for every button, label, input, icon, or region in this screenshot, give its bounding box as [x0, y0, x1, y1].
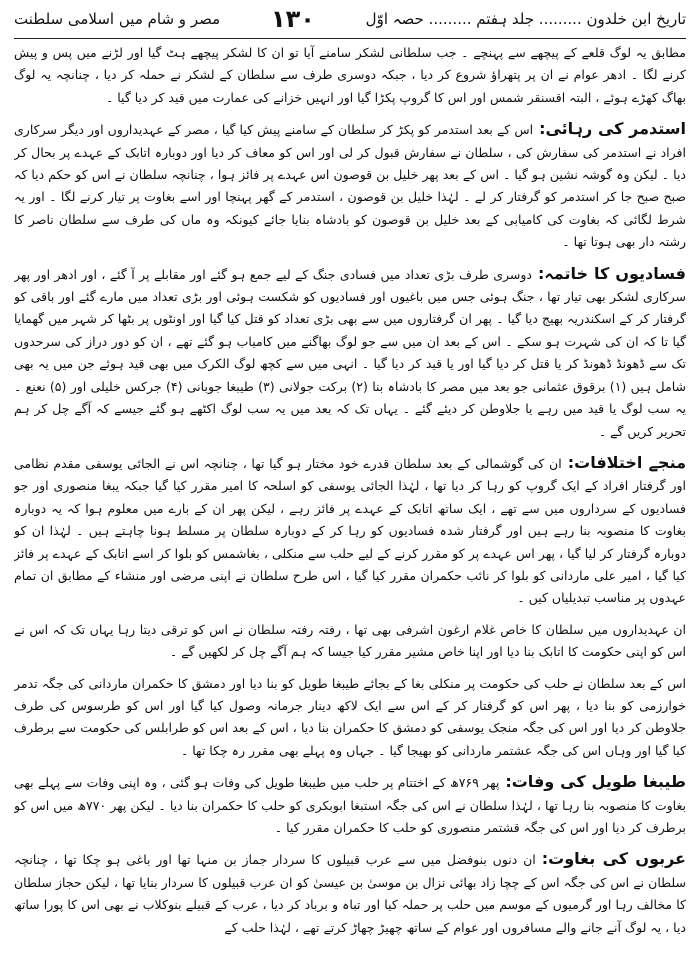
section-heading: فسادیوں کا خاتمہ:: [537, 263, 686, 283]
paragraph-text: پھر ۷۶۹ھ کے اختتام پر حلب میں طیبغا طویل کی وفات ہو گئی ، وہ اپنی وفات سے پہلے بھی بغاوت کا منصوبہ بنا رہا تھا ، لہٰذا سلطان نے اس کی جگہ استبغا ابوبکری کو حلب کا حکمران بنا دیا ۔ لیکن پھر ۷۷۰ھ میں اس کو برطرف کر دیا اور اس کی جگہ قشتمر منصوری کو حلب کا حکمران مقرر کیا ۔: [14, 775, 686, 835]
paragraph: [14, 619, 686, 664]
section-heading: طیبغا طویل کی وفات:: [505, 772, 686, 792]
header-rule: [14, 38, 686, 39]
paragraph-text: ان دنوں بنوفضل میں سے عرب قبیلوں کا سردار جماز بن منہا تھا اور باغی ہو چکا تھا ، چنانچہ سلطان نے اس کی جگہ اس کے چچا زاد بھائی نزال بن موسیٰ بن عیسیٰ کو ان عرب قبیلوں کا سردار بنایا تھا ، لیکن حجاز سلطان کا مخالف رہا اور گرمیوں کے موسم میں حلب پر حملہ کیا اور تباہ و برباد کر دیا ، عرب کے قبیلے بنوکلاب نے بھی اس کا پورا ساتھ دیا ، یہ لوگ آنے جانے والے مسافروں اور عوام کے ساتھ چھیڑ چھاڑ کرتے تھے ، لہٰذا حلب کے: [14, 852, 686, 935]
book-title: تاریخ ابن خلدون ......... جلد ہفتم ......... حصہ اوّل: [365, 10, 686, 28]
paragraph-text: اس کے بعد سلطان نے حلب کی حکومت پر منکلی بغا کے بجائے طیبغا طویل کو بنا دیا اور دمشق کا حکمران ماردانی کی جگہ تدمر خوارزمی کو بنا دیا ، پھر اس کو گرفتار کر کے اس سے ایک لاکھ دینار جرمانہ وصول کیا گیا اور اس کو طرسوس کی طرف جلاوطن کر دیا اور اس کی جگہ منجک یوسفی کو دمشق کا حکمران بنا دیا ، اس کے بعد اس کو طرابلس کی حکومت سے برطرف کیا گیا اور وہاں اس کی جگہ عشتمر ماردانی کو بھیجا گیا ۔ جہاں وہ پہلے بھی مقرر رہ چکا تھا ۔: [14, 675, 686, 758]
section-heading: منجے اختلافات:: [567, 452, 686, 472]
section-heading: استدمر کی رہائی:: [539, 119, 686, 139]
paragraph-text: مطابق یہ لوگ قلعے کے پیچھے سے پہنچے ۔ جب سلطانی لشکر سامنے آیا تو ان کا لشکر پیچھے ہٹ گیا اور لڑنے میں پس و پیش کرنے لگا ۔ ادھر عوام نے ان پر پتھراؤ شروع کر دیا ، جبکہ دوسری طرف سے سلطان کے لشکر نے حملہ کر دیا ، چنانچہ یہ لوگ بھاگ کھڑے ہوئے ، البتہ اقسنقر شمس اور اس کا گروپ پکڑا گیا اور انہیں خزانے کی عمارت میں قید کر دیا گیا ۔: [14, 45, 686, 105]
paragraph-text: اس کے بعد استدمر کو پکڑ کر سلطان کے سامنے پیش کیا گیا ، مصر کے عہدیداروں اور دیگر سرکاری افراد نے استدمر کی سفارش کی ، سلطان نے سفارش قبول کر لی اور اس کو معاف کر دیا اور دوبارہ اتابک کے عہدے پر بحال کر دیا ۔ لیکن وہ گوشہ نشین ہو گیا ۔ اس کے بعد پھر خلیل بن قوصون اس عہدے پر فائز ہوا ، چنانچہ سلطان نے اس کو حکم دیا کہ صبح صبح جا کر استدمر کو گرفتار کر لے ۔ لہٰذا خلیل بن قوصون ، استدمر کے گھر پہنچا اور اسے بغاوت پر تیار کرنے لگا ۔ اور یہ شرط لگائی کہ بغاوت کی کامیابی کے بعد خلیل بن قوصون کو بادشاہ بنایا جائے کیونکہ وہ ماں کی طرف سے سلطان ناصر کا رشتہ دار بھی ہوتا تھا ۔: [14, 122, 686, 250]
section-heading: عربوں کی بغاوت:: [541, 849, 686, 869]
paragraph: [14, 42, 686, 109]
paragraph: [14, 673, 686, 763]
paragraph: [14, 263, 686, 443]
paragraph-text: ان عہدیداروں میں سلطان کا خاص غلام ارغون اشرفی بھی تھا ، رفتہ رفتہ سلطان نے اس کو ترقی دیتا رہا یہاں تک کہ اس نے اس کو اپنی حکومت کا اتابک بنا دیا اور اپنا خاص مشیر مقرر کیا جیسا کہ ہم آگے چل کر لکھیں گے ۔: [14, 621, 686, 660]
paragraph: [14, 848, 686, 939]
paragraph: [14, 452, 686, 610]
running-header: [14, 0, 686, 38]
paragraph-text: ان کی گوشمالی کے بعد سلطان قدرے خود مختار ہو گیا تھا ، چنانچہ اس نے الجائی یوسفی مقدم نظامی اور گرفتار افراد کے ایک گروپ کو رہا کر دیا تھا ، لہٰذا الجائی یوسفی کو اسلحہ کا امیر مقرر کیا گیا جبکہ یبغا منصوری اور جو فسادیوں کے سرداروں میں سے تھے ، ایک ساتھ اتابک کے عہدے پر فائز رہے ، لیکن پھر ان کے بارے میں معلوم ہوا کہ یہ دوبارہ بغاوت کا منصوبہ بنا رہے ہیں اور گرفتار شدہ فسادیوں کو رہا کر کے دوبارہ سلطان پر مسلط ہونا چاہتے ہیں ۔ لہٰذا ان کو دوبارہ گرفتار کر لیا گیا ، پھر اس عہدے پر کو مقرر کرنے کے لیے حلب سے منکلی ، بغاشمس کو بلوا کر اسے اتابک کے عہدے پر فائز کیا گیا ، امیر علی ماردانی کو بلوا کر نائب حکمران مقرر کیا گیا ، اس طرح سلطان نے اپنی مرضی اور منشاء کے مطابق ان تمام عہدوں پر مناسب تبدیلیاں کیں ۔: [14, 455, 686, 606]
paragraph-text: دوسری طرف بڑی تعداد میں فسادی جنگ کے لیے جمع ہو گئے اور مقابلے پر آ گئے ، اور ادھر اور پھر سرکاری لشکر بھی تیار تھا ، جنگ ہوئی جس میں باغیوں اور فسادیوں کو شکست ہوئی اور بڑی تعداد میں مارے گئے اور باقی کو گرفتار کر کے اسکندریہ بھیج دیا گیا ۔ پھر ان گرفتاروں میں سے بھی بڑی تعداد کو قتل کیا گیا اور اونٹوں پر بٹھا کر شہر میں گھمایا گیا تا کہ ان کی شہرت ہو سکے ۔ اس کے بعد ان میں سے جو لوگ بھاگنے میں کامیاب ہو گئے تھے ، ان کو دور دراز کی سرحدوں تک سے ڈھونڈ ڈھونڈ کر یا قتل کر دیا گیا اور یا قید کر دیا گیا ۔ انہی میں سے کچھ لوگ الکرک میں بھی قید ہوئے جن میں یہ بھی شامل ہیں (۱) برقوق عثمانی جو بعد میں مصر کا بادشاہ بنا (۲) برکت جولانی (۳) طیبغا جوبانی (۴) جرکس خلیلی اور (۵) نعنع ۔ یہ سب لوگ یا قید میں رہے یا جلاوطن کر دیئے گئے ۔ یہاں تک کہ بعد میں یہ سب لوگ اکٹھے ہو گئے جیسے کہ آگے چل کر ہم تحریر کریں گے ۔: [14, 266, 686, 439]
page-number: ۱۳۰: [270, 5, 315, 33]
paragraph: [14, 771, 686, 839]
paragraph: [14, 118, 686, 253]
page-body: [14, 42, 686, 973]
section-title: مصر و شام میں اسلامی سلطنت: [14, 10, 221, 28]
